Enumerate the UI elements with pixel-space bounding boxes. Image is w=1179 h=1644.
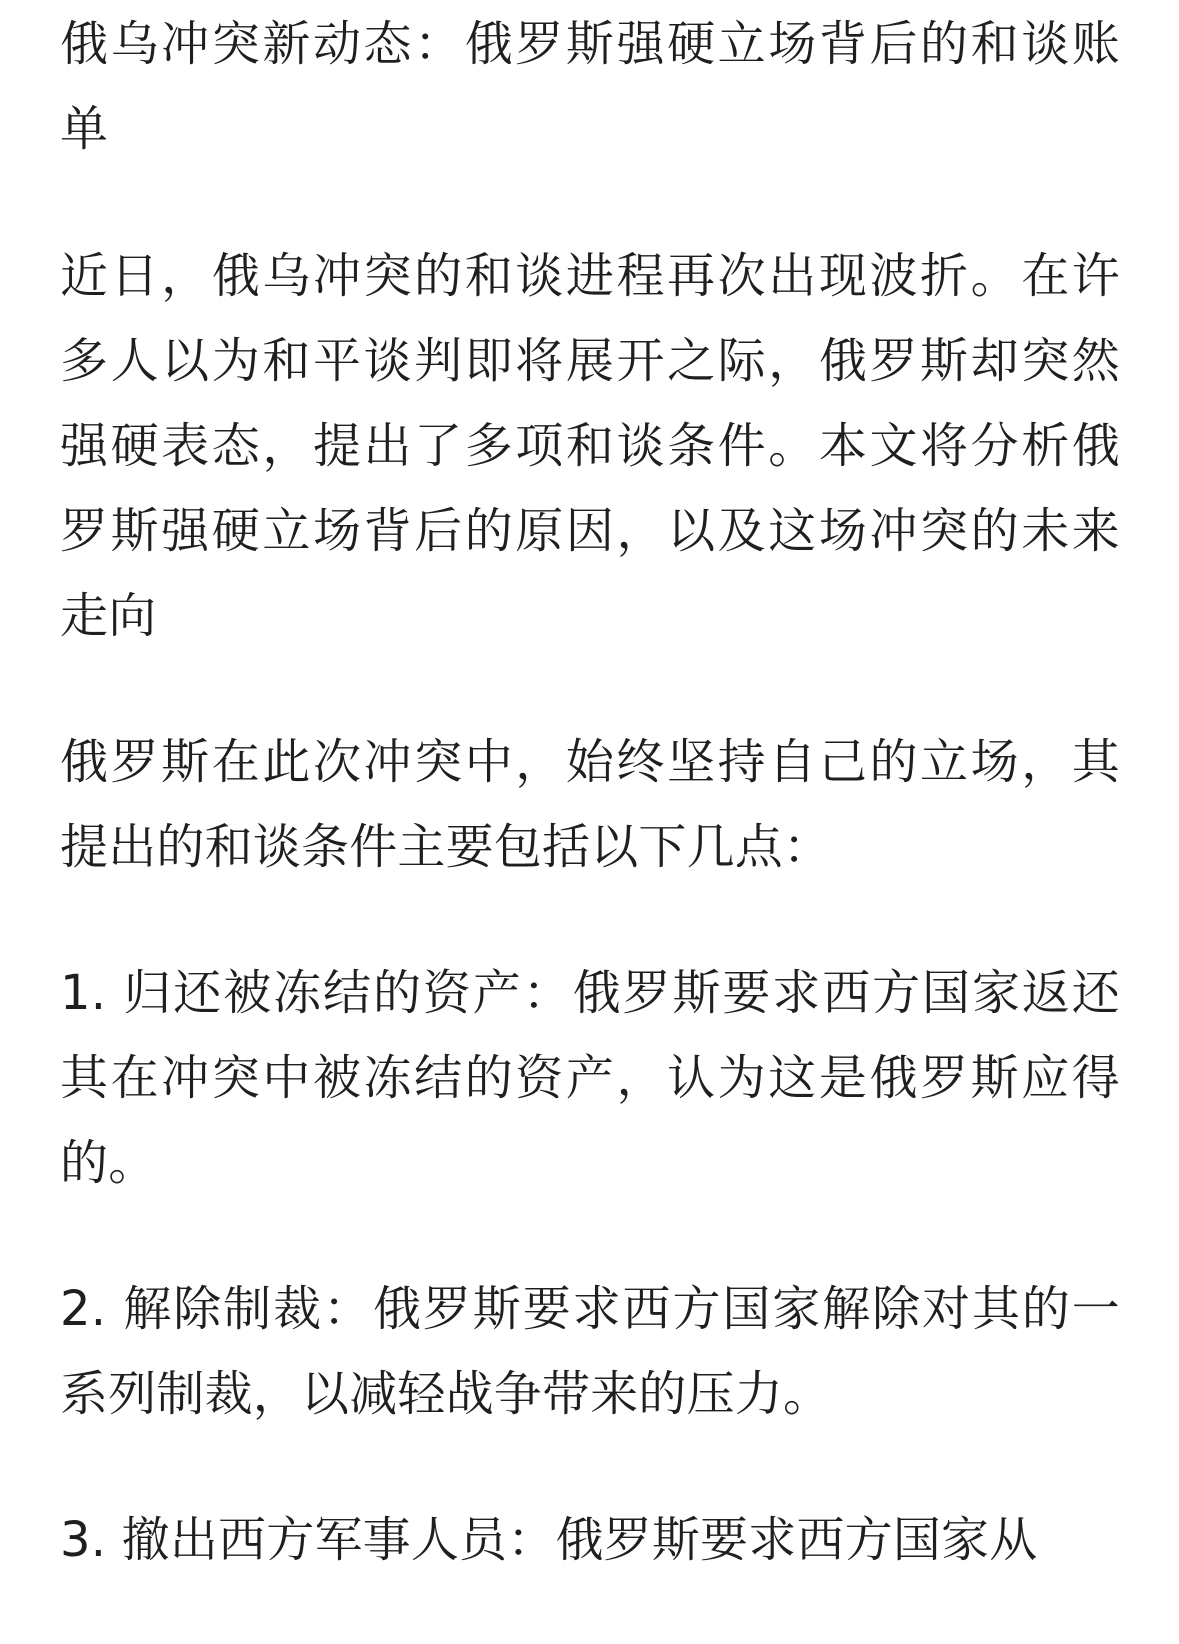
article-title: 俄乌冲突新动态：俄罗斯强硬立场背后的和谈账单 (60, 16, 1120, 157)
condition-item-2: 2. 解除制裁：俄罗斯要求西方国家解除对其的一系列制裁，以减轻战争带来的压力。 (60, 1281, 1120, 1422)
condition-item-3: 3. 撤出西方军事人员：俄罗斯要求西方国家从 (60, 1512, 1038, 1568)
intro-paragraph: 近日，俄乌冲突的和谈进程再次出现波折。在许多人以为和平谈判即将展开之际，俄罗斯却突然强硬表态，提出了多项和谈条件。本文将分析俄罗斯强硬立场背后的原因，以及这场冲突的未来走向 (60, 248, 1120, 644)
article-body (60, 2, 1120, 1644)
stance-paragraph: 俄罗斯在此次冲突中，始终坚持自己的立场，其提出的和谈条件主要包括以下几点： (60, 734, 1120, 875)
condition-item-1: 1. 归还被冻结的资产：俄罗斯要求西方国家返还其在冲突中被冻结的资产，认为这是俄罗斯应得的。 (60, 965, 1120, 1191)
